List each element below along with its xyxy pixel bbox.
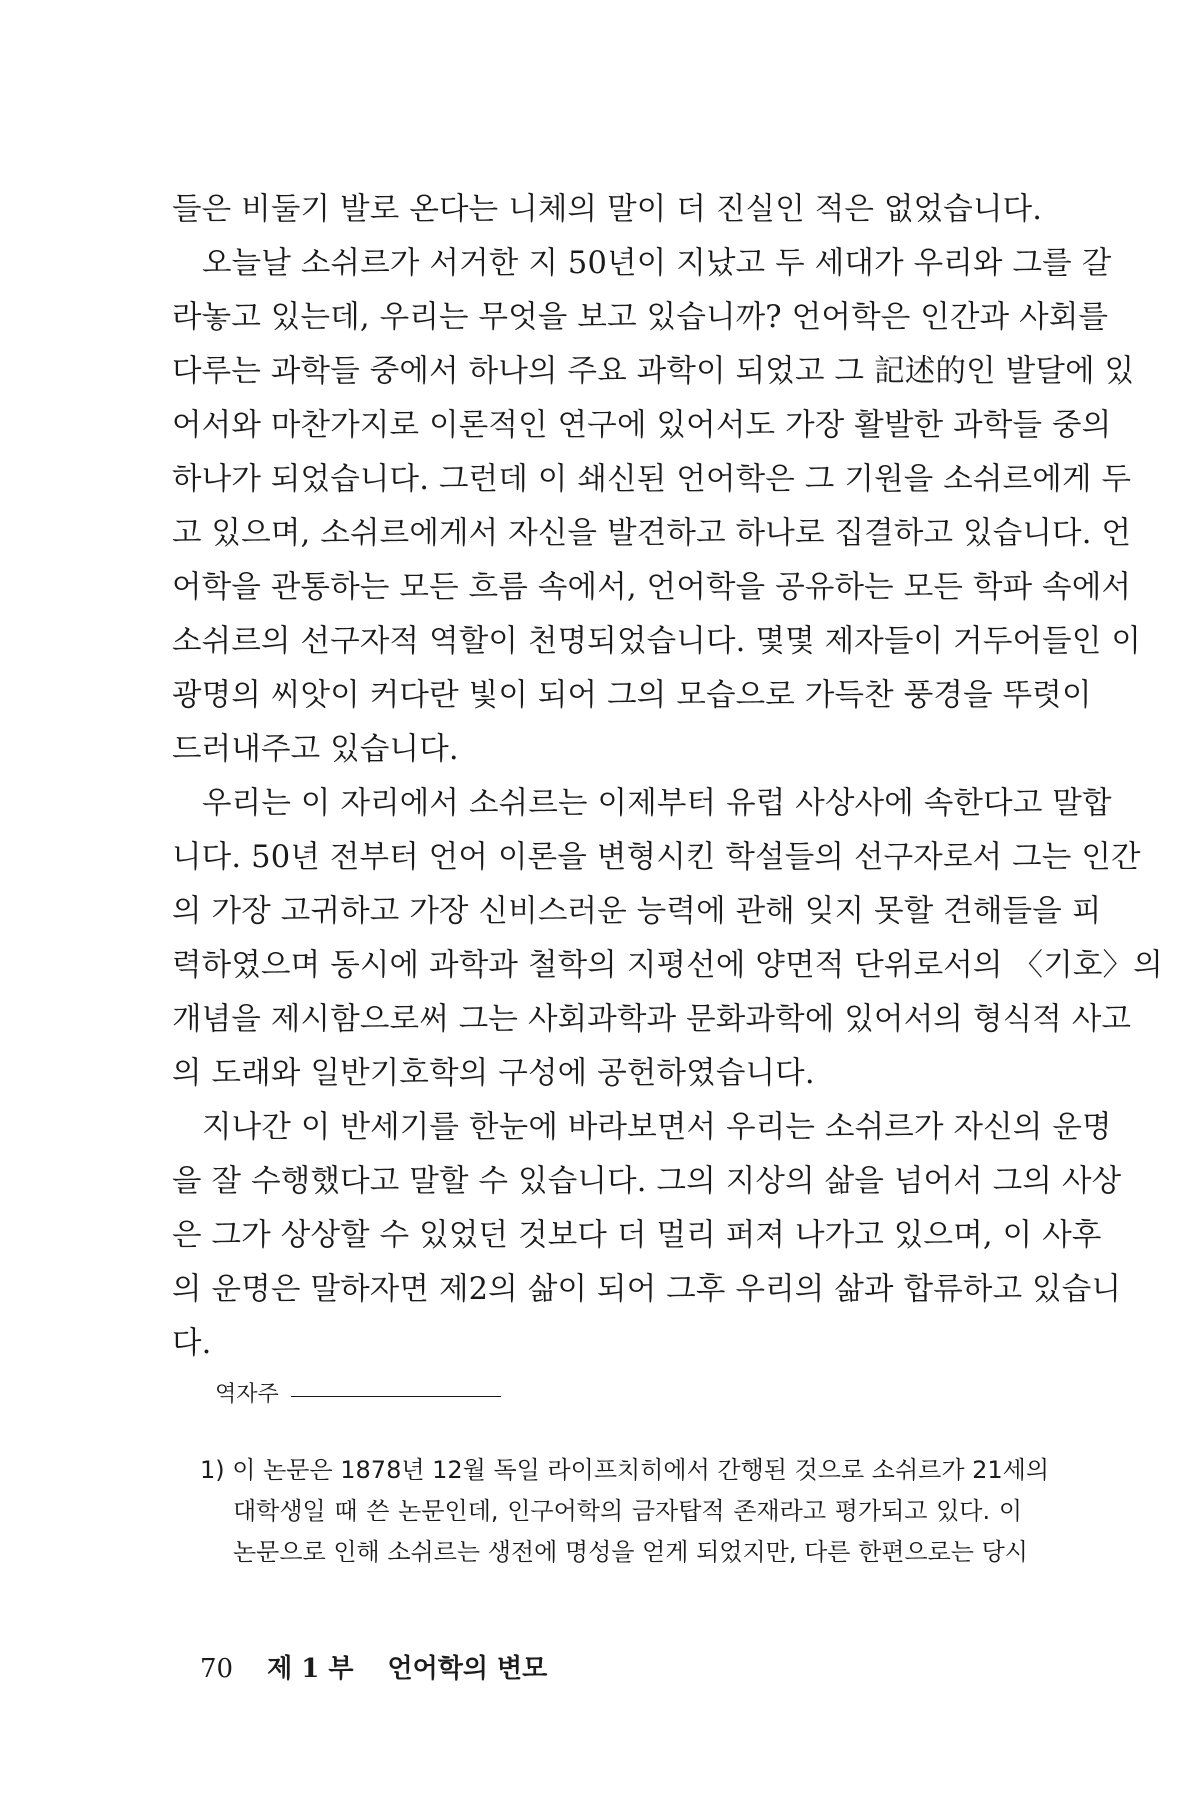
body-text [172,183,1163,1371]
text-line: 하나가 되었습니다. 그런데 이 쇄신된 언어학은 그 기원을 소쉬르에게 두 [172,462,1132,497]
notes-divider [291,1396,501,1397]
page-number: 70 [200,1654,234,1684]
text-line: 의 가장 고귀하고 가장 신비스러운 능력에 관해 잊지 못할 견해들을 피 [172,894,1102,929]
text-line: 다루는 과학들 중에서 하나의 주요 과학이 되었고 그 記述的인 발달에 있 [172,354,1135,389]
text-line: 력하였으며 동시에 과학과 철학의 지평선에 양면적 단위로서의 〈기호〉의 [172,948,1163,983]
text-line: 소쉬르의 선구자적 역할이 천명되었습니다. 몇몇 제자들이 거두어들인 이 [172,624,1142,659]
text-line: 개념을 제시함으로써 그는 사회과학과 문화과학에 있어서의 형식적 사고 [172,1002,1132,1037]
text-line: 다. [172,1326,212,1361]
translator-notes-header [215,1380,501,1410]
text-line: 들은 비둘기 발로 온다는 니체의 말이 더 진실인 적은 없었습니다. [172,192,1043,227]
text-line: 광명의 씨앗이 커다란 빛이 되어 그의 모습으로 가득찬 풍경을 뚜렷이 [172,678,1092,713]
text-line: 오늘날 소쉬르가 서거한 지 50년이 지났고 두 세대가 우리와 그를 갈 [202,246,1112,281]
footnote-line: 대학생일 때 쓴 논문인데, 인구어학의 금자탑적 존재라고 평가되고 있다. 이 [233,1497,1022,1525]
section-title: 언어학의 변모 [387,1654,548,1684]
text-line: 의 운명은 말하자면 제2의 삶이 되어 그후 우리의 삶과 합류하고 있습니 [172,1272,1122,1307]
footnote-line: 논문으로 인해 소쉬르는 생전에 명성을 얻게 되었지만, 다른 한편으로는 당시 [233,1538,1028,1566]
text-line: 어학을 관통하는 모든 흐름 속에서, 언어학을 공유하는 모든 학파 속에서 [172,570,1132,605]
text-line: 니다. 50년 전부터 언어 이론을 변형시킨 학설들의 선구자로서 그는 인간 [172,840,1141,875]
text-line: 을 잘 수행했다고 말할 수 있습니다. 그의 지상의 삶을 넘어서 그의 사상 [172,1164,1122,1199]
text-line: 라놓고 있는데, 우리는 무엇을 보고 있습니까? 언어학은 인간과 사회를 [172,300,1109,335]
text-line: 어서와 마찬가지로 이론적인 연구에 있어서도 가장 활발한 과학들 중의 [172,408,1112,443]
text-line: 드러내주고 있습니다. [172,732,459,767]
footnote-1 [200,1450,1050,1573]
page-footer [200,1652,547,1686]
text-line: 은 그가 상상할 수 있었던 것보다 더 멀리 퍼져 나가고 있으며, 이 사후 [172,1218,1102,1253]
text-line: 지나간 이 반세기를 한눈에 바라보면서 우리는 소쉬르가 자신의 운명 [202,1110,1112,1145]
part-label: 제 1 부 [267,1654,354,1684]
footnote-line: 1) 이 논문은 1878년 12월 독일 라이프치히에서 간행된 것으로 소쉬르가 21세의 [200,1456,1050,1484]
text-line: 우리는 이 자리에서 소쉬르는 이제부터 유럽 사상사에 속한다고 말합 [202,786,1112,821]
notes-header-label: 역자주 [215,1382,279,1407]
text-line: 의 도래와 일반기호학의 구성에 공헌하였습니다. [172,1056,815,1091]
text-line: 고 있으며, 소쉬르에게서 자신을 발견하고 하나로 집결하고 있습니다. 언 [172,516,1132,551]
